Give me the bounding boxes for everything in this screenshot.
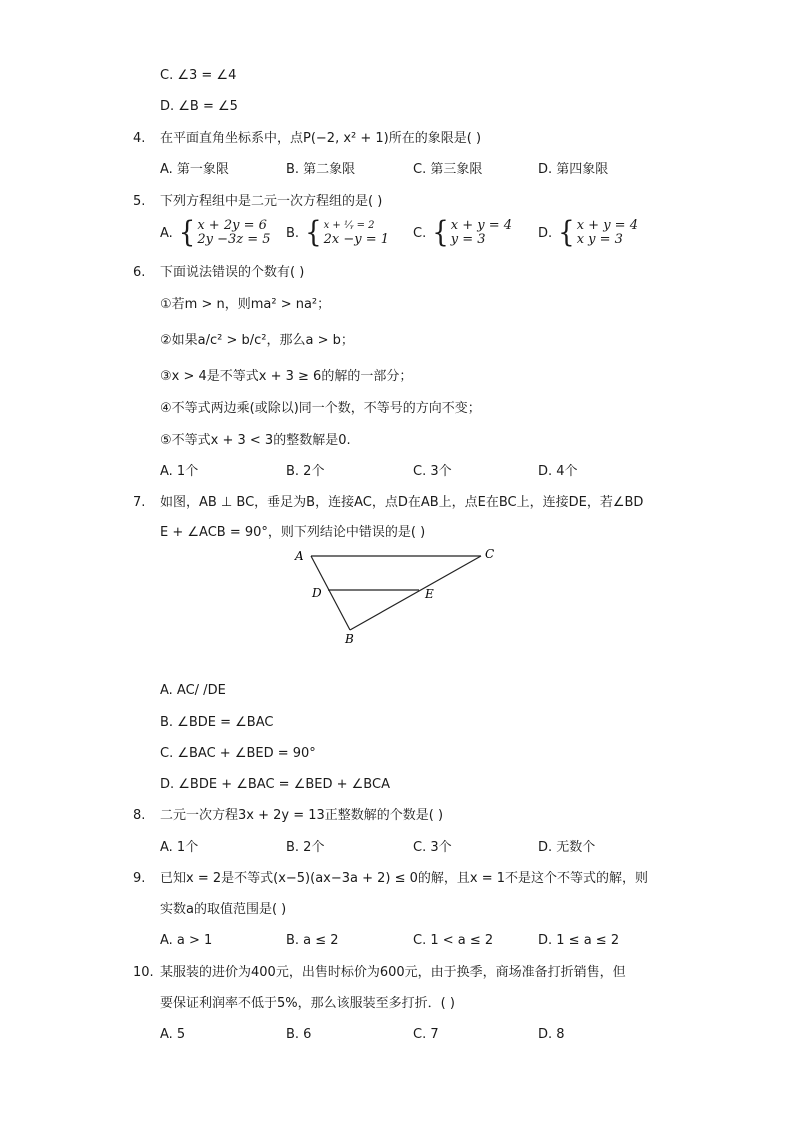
q6-item-3: ③x > 4是不等式x + 3 ≥ 6的解的一部分； xyxy=(160,369,413,384)
q10-option-d: D. 8 xyxy=(538,1027,565,1042)
q6-option-b: B. 2个 xyxy=(286,464,325,479)
q10-option-c: C. 7 xyxy=(413,1027,439,1042)
q5-stem: 下列方程组中是二元一次方程组的是( ) xyxy=(160,194,383,209)
q5-c-eq2: y = 3 xyxy=(450,232,486,247)
q6-item-4: ④不等式两边乘(或除以)同一个数，不等号的方向不变； xyxy=(160,401,481,416)
q4-number: 4. xyxy=(133,131,146,146)
q4-option-b: B. 第二象限 xyxy=(286,162,356,177)
q5-option-c-label: C. xyxy=(413,225,427,241)
q7-option-d: D. ∠BDE + ∠BAC = ∠BED + ∠BCA xyxy=(160,777,390,792)
label-e: E xyxy=(425,587,434,601)
q7-option-a: A. AC/ /DE xyxy=(160,683,226,698)
q9-stem-line1: 已知x = 2是不等式(x−5)(ax−3a + 2) ≤ 0的解，且x = 1不是这个不等式的解，则 xyxy=(160,871,649,886)
q4-option-d: D. 第四象限 xyxy=(538,162,609,177)
q5-number: 5. xyxy=(133,194,146,209)
q8-option-c: C. 3个 xyxy=(413,840,452,855)
q8-stem: 二元一次方程3x + 2y = 13正整数解的个数是( ) xyxy=(160,808,444,823)
q6-number: 6. xyxy=(133,265,146,280)
q5-option-a xyxy=(160,216,271,250)
q3-option-d: D. ∠B = ∠5 xyxy=(160,99,238,114)
q7-number: 7. xyxy=(133,495,146,510)
brace-icon: { xyxy=(305,216,322,250)
q10-stem-line2: 要保证利润率不低于5%，那么该服装至多打折．( ) xyxy=(160,996,455,1011)
q10-number: 10. xyxy=(133,965,154,980)
q7-option-c: C. ∠BAC + ∠BED = 90° xyxy=(160,746,316,761)
q4-option-c: C. 第三象限 xyxy=(413,162,483,177)
q9-option-a: A. a > 1 xyxy=(160,933,213,948)
q6-stem: 下面说法错误的个数有( ) xyxy=(160,265,305,280)
q8-option-a: A. 1个 xyxy=(160,840,199,855)
brace-icon: { xyxy=(178,216,196,250)
q6-item-5: ⑤不等式x + 3 < 3的整数解是0. xyxy=(160,433,351,448)
q10-stem-line1: 某服装的进价为400元，出售时标价为600元，由于换季，商场准备打折销售，但 xyxy=(160,965,626,980)
label-c: C xyxy=(485,547,495,561)
q7-figure xyxy=(285,542,505,647)
q8-option-d: D. 无数个 xyxy=(538,840,596,855)
q10-option-a: A. 5 xyxy=(160,1027,186,1042)
q9-option-d: D. 1 ≤ a ≤ 2 xyxy=(538,933,620,948)
label-d: D xyxy=(312,586,322,600)
q5-d-eq1: x + y = 4 xyxy=(576,218,638,233)
q4-option-a: A. 第一象限 xyxy=(160,162,229,177)
q6-item-2: ②如果a/c² > b/c²，那么a > b； xyxy=(160,333,354,348)
q5-b-eq1: x + ¹⁄ᵧ = 2 xyxy=(323,220,375,231)
q5-a-eq2: 2y −3z = 5 xyxy=(197,232,271,247)
q9-number: 9. xyxy=(133,871,146,886)
label-a: A xyxy=(295,549,304,563)
q7-stem-line2: E + ∠ACB = 90°，则下列结论中错误的是( ) xyxy=(160,525,426,540)
q5-a-eq1: x + 2y = 6 xyxy=(197,218,267,233)
q8-option-b: B. 2个 xyxy=(286,840,325,855)
q9-option-c: C. 1 < a ≤ 2 xyxy=(413,933,494,948)
q5-option-b xyxy=(286,216,390,250)
q5-b-eq2: 2x −y = 1 xyxy=(323,232,390,247)
q10-option-b: B. 6 xyxy=(286,1027,312,1042)
brace-icon: { xyxy=(432,216,449,250)
q6-option-a: A. 1个 xyxy=(160,464,199,479)
q6-option-c: C. 3个 xyxy=(413,464,452,479)
q5-option-d-label: D. xyxy=(538,225,553,241)
brace-icon: { xyxy=(558,216,575,250)
q9-option-b: B. a ≤ 2 xyxy=(286,933,339,948)
q5-option-d xyxy=(538,216,638,250)
q5-option-b-label: B. xyxy=(286,225,300,241)
segment-bc xyxy=(350,556,481,630)
q7-option-b: B. ∠BDE = ∠BAC xyxy=(160,715,274,730)
q6-item-1: ①若m > n，则ma² > na²； xyxy=(160,297,331,312)
q9-stem-line2: 实数a的取值范围是( ) xyxy=(160,902,287,917)
q5-option-c xyxy=(413,216,513,250)
q8-number: 8. xyxy=(133,808,146,823)
label-b: B xyxy=(345,632,354,646)
q7-stem-line1: 如图，AB ⊥ BC，垂足为B，连接AC，点D在AB上，点E在BC上，连接DE，若∠BD xyxy=(160,495,644,510)
q4-stem: 在平面直角坐标系中，点P(−2, x² + 1)所在的象限是( ) xyxy=(160,131,482,146)
q5-d-eq2: x y = 3 xyxy=(576,232,623,247)
q5-c-eq1: x + y = 4 xyxy=(450,218,513,233)
q5-option-a-label: A. xyxy=(160,225,173,241)
q3-option-c: C. ∠3 = ∠4 xyxy=(160,68,237,83)
q6-option-d: D. 4个 xyxy=(538,464,578,479)
